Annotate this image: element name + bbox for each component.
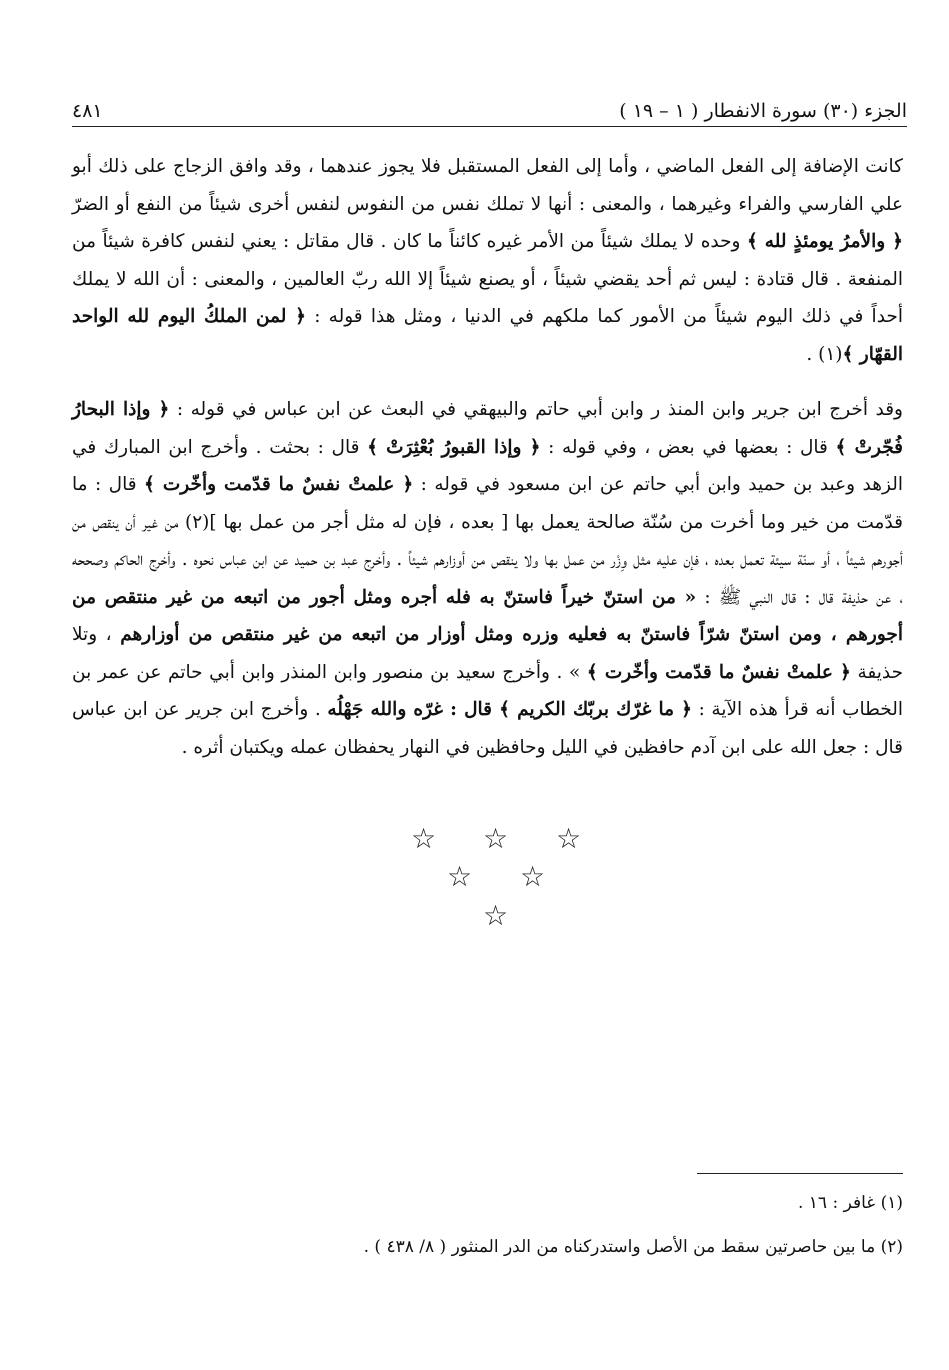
footnote-divider [697,1173,903,1174]
p2-text: ، وتلا حذيفة [72,624,904,683]
p1-footnote-ref: (١) . [806,343,843,365]
p1-quran-verse: ﴿ لمن الملكُ اليوم لله الواحد القهّار ﴾ [72,306,903,365]
star-icon: ☆ [483,899,509,932]
paragraph-2 [72,391,903,766]
p2-hadith: « من استنّ خيراً فاستنّ به فله أجره ومثل أجور من اتبعه من غير منتقص من أجورهم ، ومن استنّ شرّاً فاستنّ به فعليه وزره ومثل أوزار من اتبعه من غير منتقص من أوزارهم [72,586,903,645]
p2-quran-verse: ﴿ وإذا القبورُ بُعْثِرَتْ ﴾ [367,436,541,458]
p2-quran-verse: ﴿ علمتْ نفسٌ ما قدّمت وأخّرت ﴾ [144,474,414,495]
p2-text: وقد أخرج ابن جرير وابن المنذ ر وابن أبي حاتم والبيهقي في البعث عن ابن عباس في قوله : [169,399,903,420]
star-icon: ☆ [447,860,473,893]
star-icon: ☆ [520,860,546,893]
paragraph-1 [72,148,903,373]
running-header [72,92,907,127]
star-icon: ☆ [483,822,509,855]
p2-quran-verse: ﴿ علمتْ نفسٌ ما قدّمت وأخّرت ﴾ [586,661,851,683]
footnote-1: (١) غافر : ١٦ . [797,1193,903,1213]
p2-text: قال : بعضها في بعض ، وفي قوله : [540,436,836,458]
p2-text: قال : بحثت . وأخرج ابن المبارك في الزهد وعبد بن حميد وابن أبي حاتم عن ابن مسعود في قوله : [72,436,904,495]
p2-text: » . وأخرج سعيد بن منصور وابن المنذر وابن أبي حاتم عن عمر بن الخطاب أنه قرأ هذه الآية : [72,661,904,720]
p2-quran-verse: ﴿ ما غرّك بربّك الكريم ﴾ قال : غرّه والله جَهْلُه [327,699,692,720]
header-title: الجزء (٣٠) سورة الانفطار ( ١ – ١٩ ) [619,100,907,122]
p2-quran-verse: ﴿ وإذا البحارُ فُجّرتْ ﴾ [72,399,903,458]
p2-text: قال : ما قدّمت من خير وما أخرت من سُنّة صالحة يعمل بها [ بعده ، فإن له مثل أجر من عمل بها ](٢) من غير أن ينقص من أجورهم شيئاً ، أو سنّة سيئة تعمل بعده ، فإن عليه مثل وِزْر من عمل بها ولا ينقص من أوزارهم شيئاً . وأخرج عبد بن حميد عن ابن عباس نحوه . وأخرج الحاكم وصححه ، عن حذيفة قال : قال النبي ﷺ : [72,474,903,608]
p2-text: . وأخرج ابن جرير عن ابن عباس قال : جعل الله على ابن آدم حافظين في الليل وحافظين في النهار يحفظان عمله ويكتبان أثره . [72,699,903,758]
p1-quran-verse: ﴿ والأمرُ يومئذٍ لله ﴾ [746,231,903,252]
star-icon: ☆ [411,822,437,855]
p1-text: كانت الإضافة إلى الفعل الماضي ، وأما إلى الفعل المستقبل فلا يجوز عندهما ، وقد وافق الزجاج على ذلك أبو علي الفارسي والفراء وغيرهما ، والمعنى : أنها لا تملك نفس من النفوس لنفس أخرى شيئاً من النفع أو الضرّ [72,156,903,215]
page-number: ٤٨١ [72,100,103,122]
p1-text: وحده لا يملك شيئاً من الأمر غيره كائناً ما كان . قال مقاتل : يعني لنفس كافرة شيئاً من المنفعة . قال قتادة : ليس ثم أحد يقضي شيئاً ، أو يصنع شيئاً إلا الله ربّ العالمين ، والمعنى : أن الله لا يملك أحداً في ذلك اليوم شيئاً من الأمور كما ملكهم في الدنيا ، ومثل هذا قوله : [72,231,903,327]
star-icon: ☆ [556,822,582,855]
footnote-2: (٢) ما بين حاصرتين سقط من الأصل واستدركناه من الدر المنثور ( ٨/ ٤٣٨ ) . [363,1237,903,1257]
